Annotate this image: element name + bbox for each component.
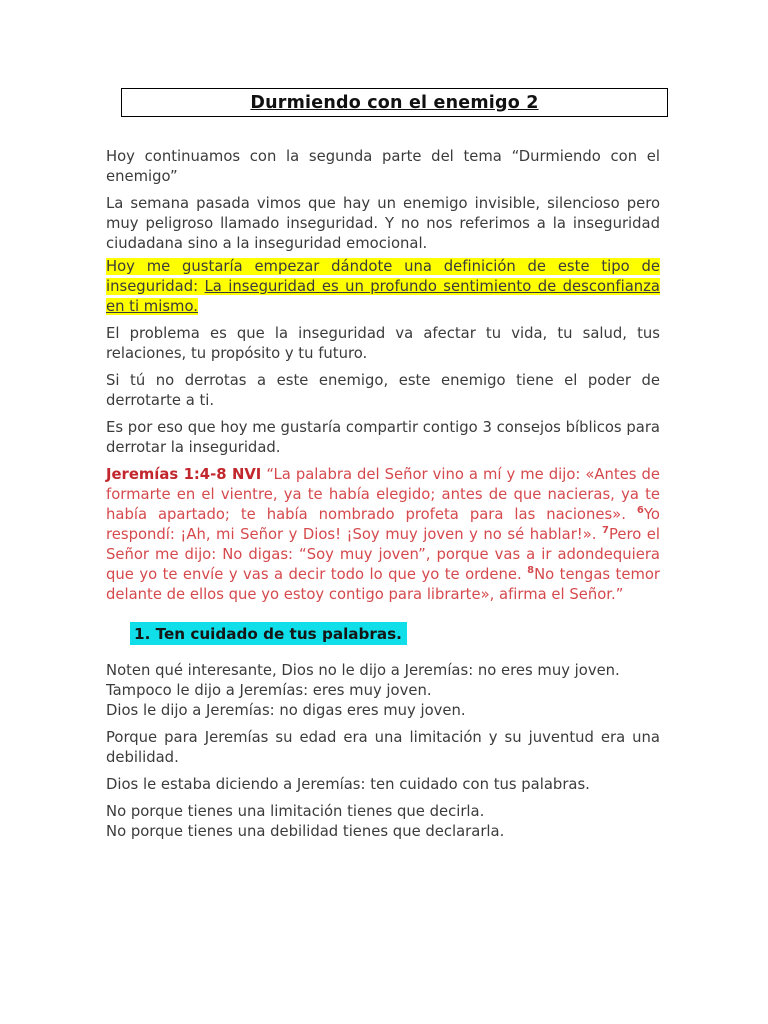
paragraph-defeat <box>106 371 660 411</box>
paragraph-defeat-text: Si tú no derrotas a este enemigo, este enemigo tiene el poder de derrotarte a ti. <box>106 372 660 409</box>
paragraph-noten-line-2: Tampoco le dijo a Jeremías: eres muy joven. <box>106 682 432 699</box>
paragraph-intro-text: Hoy continuamos con la segunda parte del tema “Durmiendo con el enemigo” <box>106 148 660 185</box>
paragraph-careful-words-text: Dios le estaba diciendo a Jeremías: ten cuidado con tus palabras. <box>106 776 590 793</box>
paragraph-scripture-jeremiah <box>106 465 660 605</box>
paragraph-three-advices-text: Es por eso que hoy me gustaría compartir contigo 3 consejos bíblicos para derrotar la inseguridad. <box>106 419 660 456</box>
verse-number-7: 7 <box>602 525 609 537</box>
paragraph-noten-line-3: Dios le dijo a Jeremías: no digas eres muy joven. <box>106 702 466 719</box>
scripture-segment-3: Pero el Señor me dijo: No digas: “Soy muy joven”, porque vas a ir adondequiera que yo te envíe y vas a decir todo lo que yo te ordene. <box>106 526 661 583</box>
document-title: Durmiendo con el enemigo 2 <box>250 92 539 113</box>
paragraph-last-week <box>106 194 660 254</box>
paragraph-no-porque <box>106 802 660 842</box>
scripture-segment-1: “La palabra del Señor vino a mí y me dijo: «Antes de formarte en el vientre, ya te había elegido; antes de que nacieras, ya te había apartado; te había nombrado profeta para las naciones». <box>106 466 661 523</box>
scripture-reference: Jeremías 1:4-8 NVI <box>106 466 262 483</box>
verse-number-6: 6 <box>636 505 644 517</box>
paragraph-no-porque-line-1: No porque tienes una limitación tienes que decirla. <box>106 803 485 820</box>
document-title-box <box>121 88 668 117</box>
paragraph-noten <box>106 661 660 721</box>
highlighted-definition-underlined: La inseguridad es un profundo sentimiento de desconfianza en ti mismo. <box>106 278 661 315</box>
scripture-segment-4: No tengas temor delante de ellos que yo estoy contigo para librarte», afirma el Señor.” <box>106 566 661 603</box>
paragraph-noten-line-1: Noten qué interesante, Dios no le dijo a Jeremías: no eres muy joven. <box>106 662 620 679</box>
section-heading-1: 1. Ten cuidado de tus palabras. <box>130 622 407 645</box>
paragraph-last-week-text: La semana pasada vimos que hay un enemigo invisible, silencioso pero muy peligroso llamado inseguridad. Y no nos referimos a la inseguridad ciudadana sino a la inseguridad emocional. <box>106 195 660 252</box>
paragraph-intro <box>106 147 660 187</box>
paragraph-problem <box>106 324 660 364</box>
section-heading-wrap <box>130 622 660 645</box>
paragraph-limitation-text: Porque para Jeremías su edad era una limitación y su juventud era una debilidad. <box>106 729 660 766</box>
highlighted-definition <box>106 258 660 315</box>
paragraph-problem-text: El problema es que la inseguridad va afectar tu vida, tu salud, tus relaciones, tu propósito y tu futuro. <box>106 325 660 362</box>
paragraph-no-porque-line-2: No porque tienes una debilidad tienes que declararla. <box>106 823 505 840</box>
scripture-segment-2: Yo respondí: ¡Ah, mi Señor y Dios! ¡Soy muy joven y no sé hablar!». <box>106 506 660 543</box>
highlighted-definition-lead: Hoy me gustaría empezar dándote una definición de este tipo de inseguridad: <box>106 258 660 295</box>
paragraph-definition-highlighted <box>106 257 660 317</box>
paragraph-three-advices <box>106 418 660 458</box>
paragraph-limitation <box>106 728 660 768</box>
verse-number-8: 8 <box>527 565 535 577</box>
paragraph-careful-words <box>106 775 660 795</box>
